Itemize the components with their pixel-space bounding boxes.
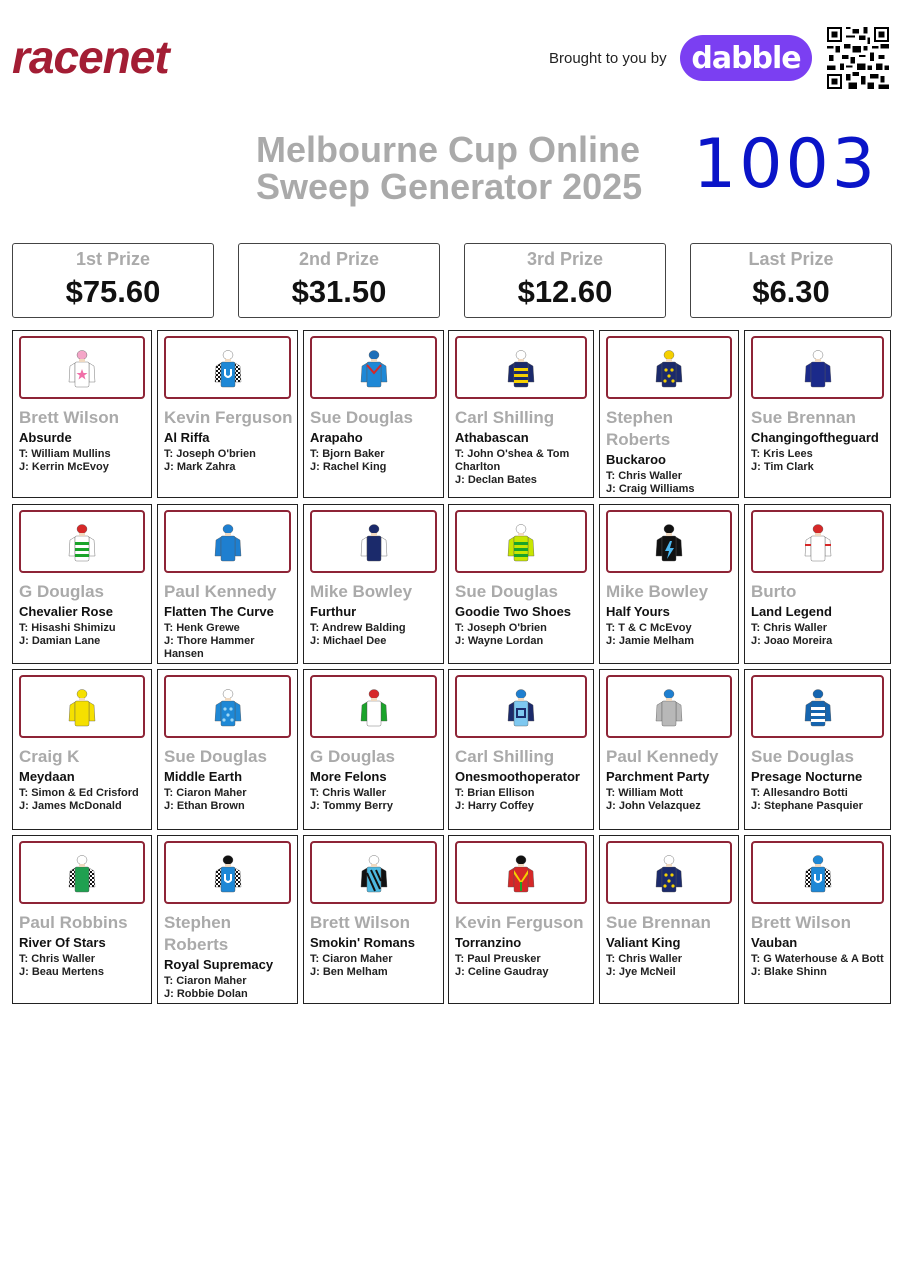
- trainer-name: T: William Mott: [606, 787, 683, 799]
- owner-name: Mike Bowley: [606, 582, 709, 601]
- entry-info: [19, 581, 149, 648]
- jockey-name: J: Blake Shinn: [751, 966, 827, 978]
- jockey-name: J: Ben Melham: [310, 966, 388, 978]
- jockey-silk-icon: [66, 346, 98, 390]
- title-line-1: Melbourne Cup Online: [256, 129, 640, 170]
- owner-name: Sue Brennan: [606, 913, 711, 932]
- trainer-name: T: Joseph O'brien: [455, 622, 547, 634]
- prize-label: 3rd Prize: [526, 249, 604, 269]
- owner-name: Kevin Ferguson: [455, 913, 584, 932]
- jockey-silk-icon: [358, 685, 390, 729]
- page-title: [256, 131, 642, 205]
- sweep-entry-card: [448, 330, 594, 498]
- jockey-name: J: Damian Lane: [19, 635, 101, 647]
- jockey-name: J: Thore Hammer Hansen: [164, 635, 255, 660]
- silk-frame: [606, 841, 732, 904]
- owner-name: Sue Brennan: [751, 408, 856, 427]
- sweep-entry-card: [12, 330, 152, 498]
- prize-box-3rd: [464, 243, 666, 318]
- entry-info: [751, 407, 888, 474]
- racenet-logo: racenet: [12, 31, 169, 83]
- sweep-entry-card: [744, 330, 891, 498]
- owner-name: Stephen Roberts: [606, 408, 674, 449]
- title-line-2: Sweep Generator 2025: [256, 166, 643, 207]
- silk-frame: [19, 841, 145, 904]
- prize-label: Last Prize: [748, 249, 834, 269]
- silk-frame: [455, 841, 587, 904]
- entry-info: [751, 912, 888, 979]
- sweep-entry-card: [12, 504, 152, 664]
- sweep-entry-card: [599, 835, 739, 1004]
- trainer-name: T: Ciaron Maher: [164, 975, 247, 987]
- sweep-entry-card: [448, 504, 594, 664]
- silk-frame: [606, 675, 732, 738]
- horse-name: Valiant King: [606, 935, 681, 950]
- jockey-silk-icon: [505, 685, 537, 729]
- sweep-entry-card: [744, 669, 891, 830]
- jockey-silk-icon: [66, 851, 98, 895]
- jockey-name: J: Wayne Lordan: [455, 635, 544, 647]
- sweep-entry-card: [744, 504, 891, 664]
- entry-info: [19, 407, 149, 474]
- silk-frame: [19, 675, 145, 738]
- sweep-entry-card: [303, 835, 444, 1004]
- silk-frame: [164, 510, 291, 573]
- silk-frame: [164, 675, 291, 738]
- entry-info: [164, 746, 295, 813]
- prize-box-last: [690, 243, 892, 318]
- silk-frame: [751, 336, 884, 399]
- sweep-entry-card: [448, 669, 594, 830]
- silk-frame: [455, 510, 587, 573]
- sweep-entry-card: [303, 669, 444, 830]
- jockey-name: J: Michael Dee: [310, 635, 387, 647]
- horse-name: Land Legend: [751, 604, 832, 619]
- sweep-entry-card: [157, 330, 298, 498]
- horse-name: More Felons: [310, 769, 387, 784]
- owner-name: Sue Douglas: [751, 747, 854, 766]
- jockey-silk-icon: [212, 851, 244, 895]
- horse-name: Changingoftheguard: [751, 430, 879, 445]
- jockey-silk-icon: [653, 685, 685, 729]
- silk-frame: [310, 675, 437, 738]
- horse-name: Furthur: [310, 604, 357, 619]
- silk-frame: [455, 336, 587, 399]
- sweep-entry-card: [599, 669, 739, 830]
- owner-name: Carl Shilling: [455, 408, 555, 427]
- dabble-logo: dabble: [680, 35, 812, 81]
- jockey-silk-icon: [358, 346, 390, 390]
- silk-frame: [606, 510, 732, 573]
- horse-name: Smokin' Romans: [310, 935, 415, 950]
- trainer-name: T: Henk Grewe: [164, 622, 240, 634]
- jockey-silk-icon: [505, 346, 537, 390]
- horse-name: Chevalier Rose: [19, 604, 113, 619]
- jockey-name: J: Declan Bates: [455, 474, 537, 486]
- trainer-name: T: Allesandro Botti: [751, 787, 848, 799]
- sweep-entry-card: [599, 330, 739, 498]
- sweep-entry-card: [12, 669, 152, 830]
- silk-frame: [19, 510, 145, 573]
- silk-frame: [310, 841, 437, 904]
- entry-info: [455, 407, 591, 487]
- jockey-silk-icon: [802, 685, 834, 729]
- trainer-name: T: William Mullins: [19, 448, 111, 460]
- jockey-silk-icon: [66, 520, 98, 564]
- horse-name: Absurde: [19, 430, 72, 445]
- owner-name: Brett Wilson: [19, 408, 119, 427]
- horse-name: Parchment Party: [606, 769, 710, 784]
- jockey-name: J: John Velazquez: [606, 800, 701, 812]
- sweep-entry-card: [157, 835, 298, 1004]
- entry-info: [310, 746, 441, 813]
- trainer-name: T: Simon & Ed Crisford: [19, 787, 139, 799]
- jockey-silk-icon: [653, 346, 685, 390]
- jockey-name: J: Tim Clark: [751, 461, 814, 473]
- silk-frame: [164, 841, 291, 904]
- jockey-silk-icon: [358, 851, 390, 895]
- sweep-entry-card: [744, 835, 891, 1004]
- jockey-name: J: Kerrin McEvoy: [19, 461, 109, 473]
- jockey-name: J: Jamie Melham: [606, 635, 695, 647]
- jockey-silk-icon: [212, 520, 244, 564]
- silk-frame: [751, 675, 884, 738]
- prize-box-1st: [12, 243, 214, 318]
- sweep-number: 1003: [693, 125, 879, 204]
- trainer-name: T: Joseph O'brien: [164, 448, 256, 460]
- horse-name: Al Riffa: [164, 430, 210, 445]
- silk-frame: [310, 510, 437, 573]
- jockey-name: J: Stephane Pasquier: [751, 800, 863, 812]
- owner-name: Sue Douglas: [310, 408, 413, 427]
- jockey-name: J: Robbie Dolan: [164, 988, 248, 1000]
- jockey-name: J: Mark Zahra: [164, 461, 236, 473]
- jockey-name: J: James McDonald: [19, 800, 122, 812]
- owner-name: Paul Kennedy: [164, 582, 277, 601]
- entry-info: [455, 581, 591, 648]
- prize-label: 2nd Prize: [298, 249, 380, 269]
- sweep-entry-card: [303, 330, 444, 498]
- jockey-silk-icon: [505, 520, 537, 564]
- horse-name: Onesmoothoperator: [455, 769, 580, 784]
- trainer-name: T: T & C McEvoy: [606, 622, 692, 634]
- owner-name: Kevin Ferguson: [164, 408, 293, 427]
- jockey-name: J: Tommy Berry: [310, 800, 393, 812]
- owner-name: G Douglas: [19, 582, 105, 601]
- horse-name: Meydaan: [19, 769, 75, 784]
- jockey-silk-icon: [653, 520, 685, 564]
- horse-name: Royal Supremacy: [164, 957, 274, 972]
- horse-name: Arapaho: [310, 430, 363, 445]
- prize-amount: $75.60: [65, 274, 161, 309]
- owner-name: Burto: [751, 582, 797, 601]
- entry-info: [751, 581, 888, 648]
- horse-name: Athabascan: [455, 430, 529, 445]
- jockey-name: J: Beau Mertens: [19, 966, 104, 978]
- trainer-name: T: John O'shea & Tom Charlton: [455, 448, 570, 473]
- silk-frame: [751, 510, 884, 573]
- horse-name: Vauban: [751, 935, 798, 950]
- entry-info: [606, 912, 736, 979]
- trainer-name: T: Chris Waller: [310, 787, 386, 799]
- entry-info: [606, 746, 736, 813]
- jockey-name: J: Craig Williams: [606, 483, 695, 495]
- jockey-silk-icon: [653, 851, 685, 895]
- sweep-entry-card: [12, 835, 152, 1004]
- entry-info: [310, 581, 441, 648]
- jockey-silk-icon: [212, 346, 244, 390]
- owner-name: Sue Douglas: [455, 582, 558, 601]
- trainer-name: T: Kris Lees: [751, 448, 813, 460]
- trainer-name: T: Bjorn Baker: [310, 448, 385, 460]
- trainer-name: T: Chris Waller: [751, 622, 827, 634]
- trainer-name: T: G Waterhouse & A Bott: [751, 953, 884, 965]
- owner-name: Brett Wilson: [751, 913, 851, 932]
- horse-name: Presage Nocturne: [751, 769, 863, 784]
- jockey-name: J: Rachel King: [310, 461, 387, 473]
- entry-info: [164, 581, 295, 661]
- entry-info: [455, 746, 591, 813]
- sweep-entry-card: [303, 504, 444, 664]
- trainer-name: T: Chris Waller: [606, 953, 682, 965]
- trainer-name: T: Brian Ellison: [455, 787, 535, 799]
- sweep-entry-card: [448, 835, 594, 1004]
- horse-name: River Of Stars: [19, 935, 106, 950]
- trainer-name: T: Hisashi Shimizu: [19, 622, 116, 634]
- owner-name: Carl Shilling: [455, 747, 555, 766]
- entry-info: [751, 746, 888, 813]
- jockey-silk-icon: [358, 520, 390, 564]
- prize-box-2nd: [238, 243, 440, 318]
- sweep-entry-card: [157, 504, 298, 664]
- entry-info: [310, 912, 441, 979]
- trainer-name: T: Ciaron Maher: [310, 953, 393, 965]
- jockey-silk-icon: [505, 851, 537, 895]
- silk-frame: [606, 336, 732, 399]
- horse-name: Half Yours: [606, 604, 670, 619]
- jockey-silk-icon: [802, 851, 834, 895]
- sponsor-caption: Brought to you by: [549, 50, 667, 67]
- prize-amount: $31.50: [291, 274, 387, 309]
- entry-info: [310, 407, 441, 474]
- trainer-name: T: Andrew Balding: [310, 622, 406, 634]
- prize-amount: $6.30: [752, 274, 830, 309]
- jockey-name: J: Joao Moreira: [751, 635, 833, 647]
- prize-label: 1st Prize: [75, 249, 151, 269]
- silk-frame: [19, 336, 145, 399]
- horse-name: Torranzino: [455, 935, 522, 950]
- horse-name: Middle Earth: [164, 769, 243, 784]
- entry-info: [606, 581, 736, 648]
- jockey-name: J: Harry Coffey: [455, 800, 534, 812]
- trainer-name: T: Chris Waller: [19, 953, 95, 965]
- jockey-silk-icon: [802, 520, 834, 564]
- horse-name: Buckaroo: [606, 452, 666, 467]
- jockey-name: J: Jye McNeil: [606, 966, 676, 978]
- entry-info: [606, 407, 736, 496]
- horse-name: Goodie Two Shoes: [455, 604, 572, 619]
- jockey-silk-icon: [212, 685, 244, 729]
- owner-name: Paul Robbins: [19, 913, 128, 932]
- horse-name: Flatten The Curve: [164, 604, 274, 619]
- sweep-entry-card: [157, 669, 298, 830]
- owner-name: G Douglas: [310, 747, 396, 766]
- entry-info: [19, 912, 149, 979]
- entry-info: [164, 407, 295, 474]
- owner-name: Sue Douglas: [164, 747, 267, 766]
- qr-code-icon: [827, 27, 889, 89]
- owner-name: Paul Kennedy: [606, 747, 719, 766]
- trainer-name: T: Paul Preusker: [455, 953, 541, 965]
- jockey-silk-icon: [802, 346, 834, 390]
- entry-info: [164, 912, 295, 1001]
- owner-name: Mike Bowley: [310, 582, 413, 601]
- jockey-silk-icon: [66, 685, 98, 729]
- jockey-name: J: Celine Gaudray: [455, 966, 549, 978]
- prize-amount: $12.60: [517, 274, 613, 309]
- owner-name: Brett Wilson: [310, 913, 410, 932]
- jockey-name: J: Ethan Brown: [164, 800, 245, 812]
- entry-info: [19, 746, 149, 813]
- silk-frame: [310, 336, 437, 399]
- silk-frame: [164, 336, 291, 399]
- silk-frame: [751, 841, 884, 904]
- silk-frame: [455, 675, 587, 738]
- owner-name: Craig K: [19, 747, 80, 766]
- entry-info: [455, 912, 591, 979]
- trainer-name: T: Chris Waller: [606, 470, 682, 482]
- owner-name: Stephen Roberts: [164, 913, 232, 954]
- trainer-name: T: Ciaron Maher: [164, 787, 247, 799]
- sweep-entry-card: [599, 504, 739, 664]
